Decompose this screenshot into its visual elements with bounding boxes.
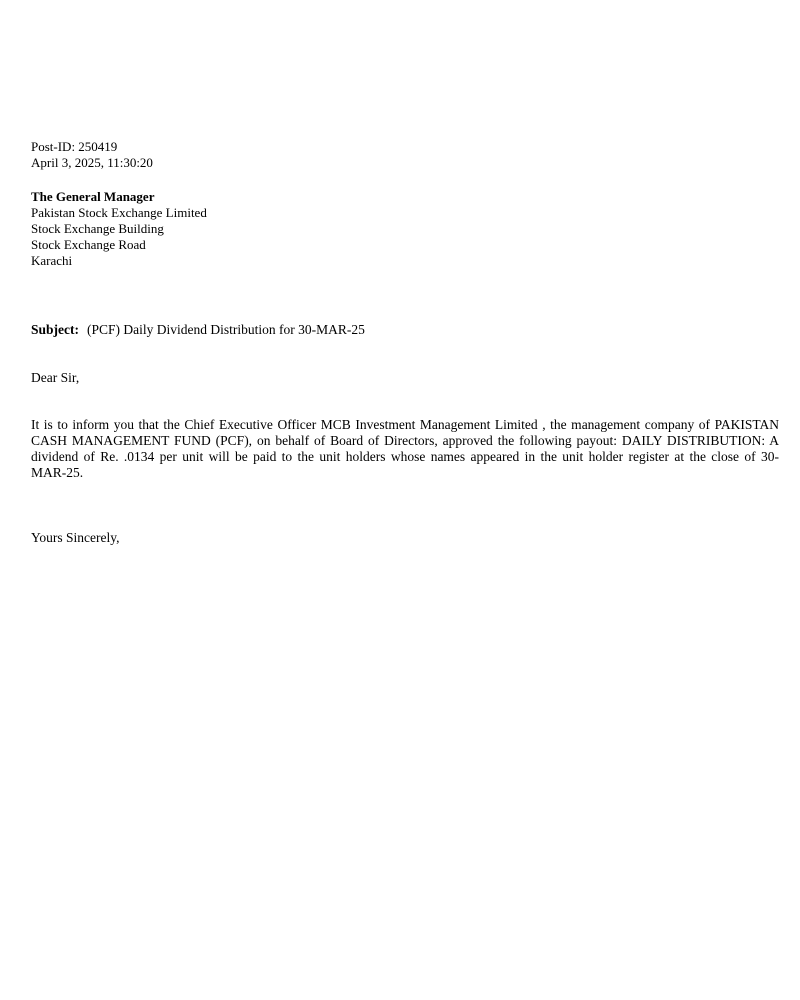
recipient-line: Pakistan Stock Exchange Limited xyxy=(31,205,207,220)
date-time: April 3, 2025, 11:30:20 xyxy=(31,155,153,170)
recipient-name: The General Manager xyxy=(31,189,155,204)
letter-body: It is to inform you that the Chief Executive Officer MCB Investment Management Limited , the management company of PAKISTAN CASH MANAGEMENT FUND (PCF), on behalf of Board of Directors, approved the following payout: DAILY DISTRIBUTION: A dividend of Re. .0134 per unit will be paid to the unit holders whose names appeared in the unit holder register at the close of 30-MAR-25. xyxy=(31,417,779,480)
letter-content xyxy=(31,139,779,546)
recipient-line: Karachi xyxy=(31,253,73,268)
subject-label: Subject: xyxy=(31,322,79,337)
closing: Yours Sincerely, xyxy=(31,530,120,545)
recipient-address xyxy=(31,189,779,269)
subject-text: (PCF) Daily Dividend Distribution for 30-MAR-25 xyxy=(87,322,365,337)
post-id: Post-ID: 250419 xyxy=(31,139,118,154)
recipient-line: Stock Exchange Road xyxy=(31,237,146,252)
salutation: Dear Sir, xyxy=(31,370,80,385)
recipient-line: Stock Exchange Building xyxy=(31,221,164,236)
letter-meta xyxy=(31,139,779,171)
subject-line xyxy=(31,321,779,338)
